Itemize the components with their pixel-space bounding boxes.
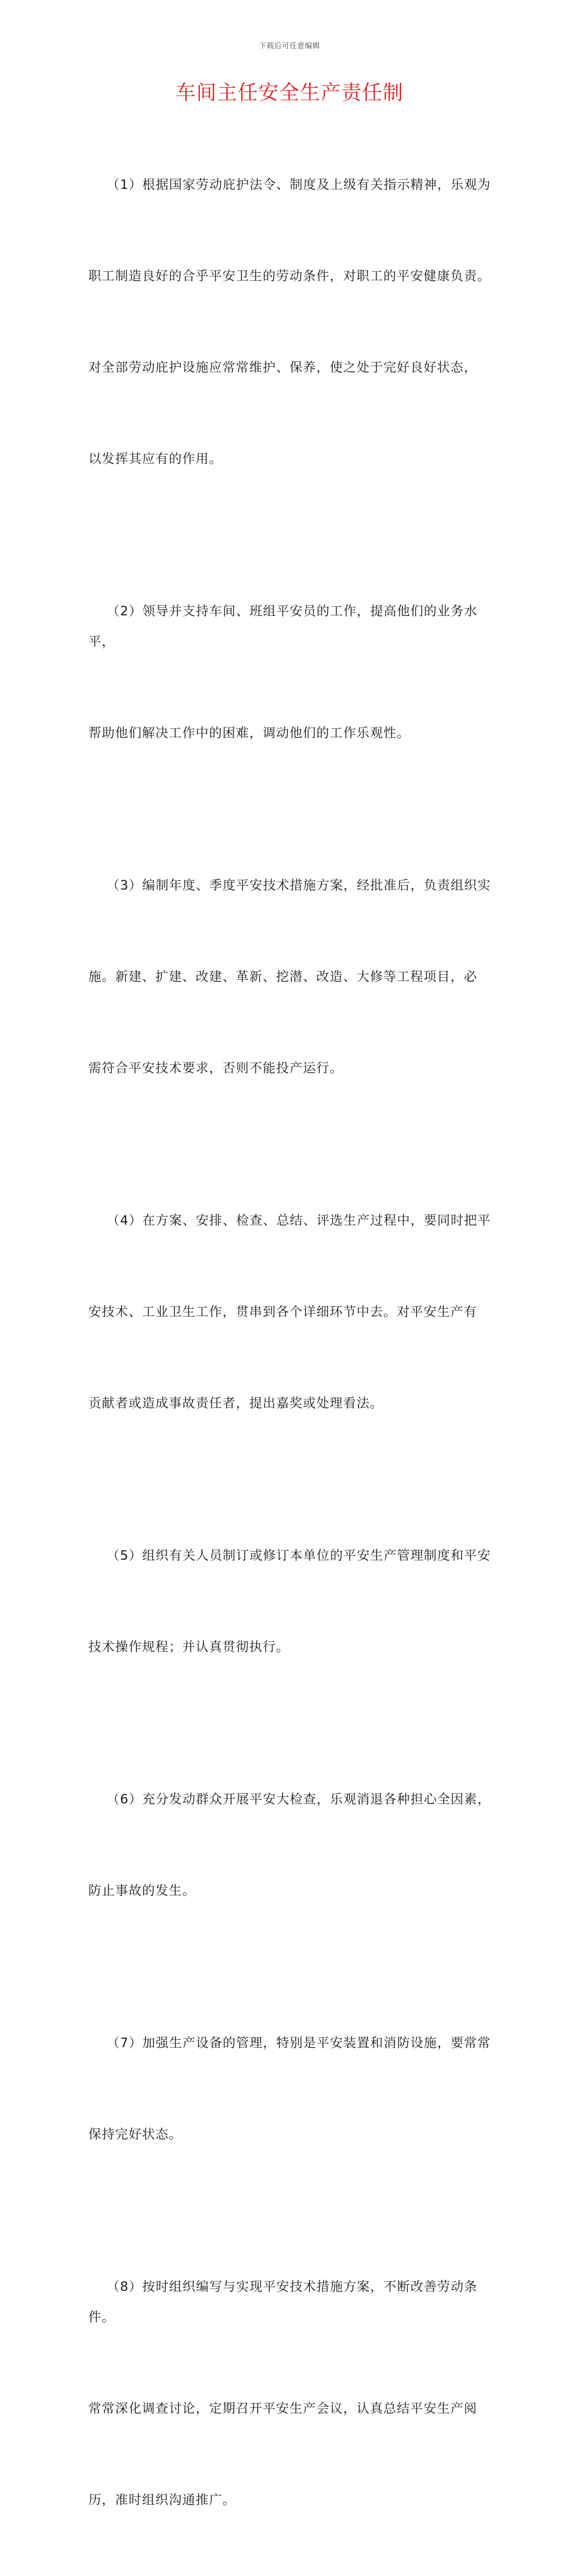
paragraph-line: （7）加强生产设备的管理，特别是平安装置和消防设施，要常常 xyxy=(107,2036,491,2050)
paragraph-line: 保持完好状态。 xyxy=(88,2127,182,2142)
paragraph-line: 贡献者或造成事故责任者，提出嘉奖或处理看法。 xyxy=(88,1396,383,1410)
paragraph-line: （1）根据国家劳动庇护法令、制度及上级有关指示精神，乐观为 xyxy=(107,177,491,192)
paragraph-line: 常常深化调查讨论，定期召开平安生产会议，认真总结平安生产阅 xyxy=(88,2401,477,2416)
paragraph-line: 对全部劳动庇护设施应常常维护、保养，使之处于完好良好状态， xyxy=(88,360,477,375)
paragraph-line: 防止事故的发生。 xyxy=(88,1883,196,1898)
paragraph-line: （5）组织有关人员制订或修订本单位的平安生产管理制度和平安 xyxy=(107,1548,491,1563)
paragraph-line: 技术操作规程；并认真贯彻执行。 xyxy=(88,1640,290,1654)
paragraph-line: （6）充分发动群众开展平安大检查，乐观消退各种担心全因素， xyxy=(107,1792,491,1806)
paragraph-1 xyxy=(88,108,497,535)
paragraph-line: 帮助他们解决工作中的困难，调动他们的工作乐观性。 xyxy=(88,726,410,740)
document-body xyxy=(88,108,497,2576)
paragraph-5 xyxy=(88,1479,497,1723)
paragraph-2 xyxy=(88,535,497,809)
paragraph-line: 施。新建、扩建、改建、革新、挖潜、改造、大修等工程项目，必 xyxy=(88,969,477,984)
paragraph-line: 安技术、工业卫生工作，贯串到各个详细环节中去。对平安生产有 xyxy=(88,1304,477,1319)
paragraph-7 xyxy=(88,1967,497,2210)
paragraph-line: （2）领导并支持车间、班组平安员的工作，提高他们的业务水平， xyxy=(88,604,478,649)
paragraph-line: 需符合平安技术要求，否则不能投产运行。 xyxy=(88,1061,343,1075)
document-title: 车间主任安全生产责任制 xyxy=(176,80,403,104)
paragraph-line: （8）按时组织编写与实现平安技术措施方案，不断改善劳动条件。 xyxy=(88,2279,478,2324)
paragraph-4 xyxy=(88,1144,497,1479)
paragraph-6 xyxy=(88,1723,497,1967)
paragraph-line: 历，准时组织沟通推广。 xyxy=(88,2493,236,2507)
paragraph-line: （3）编制年度、季度平安技术措施方案，经批准后，负责组织实 xyxy=(107,878,491,893)
header-note: 下载后可任意编辑 xyxy=(258,41,320,50)
paragraph-line: 以发挥其应有的作用。 xyxy=(88,451,222,466)
paragraph-line: 职工制造良好的合乎平安卫生的劳动条件，对职工的平安健康负责。 xyxy=(88,269,491,283)
paragraph-line: （4）在方案、安排、检查、总结、评选生产过程中，要同时把平 xyxy=(107,1213,491,1228)
paragraph-3 xyxy=(88,809,497,1144)
paragraph-8 xyxy=(88,2210,497,2576)
